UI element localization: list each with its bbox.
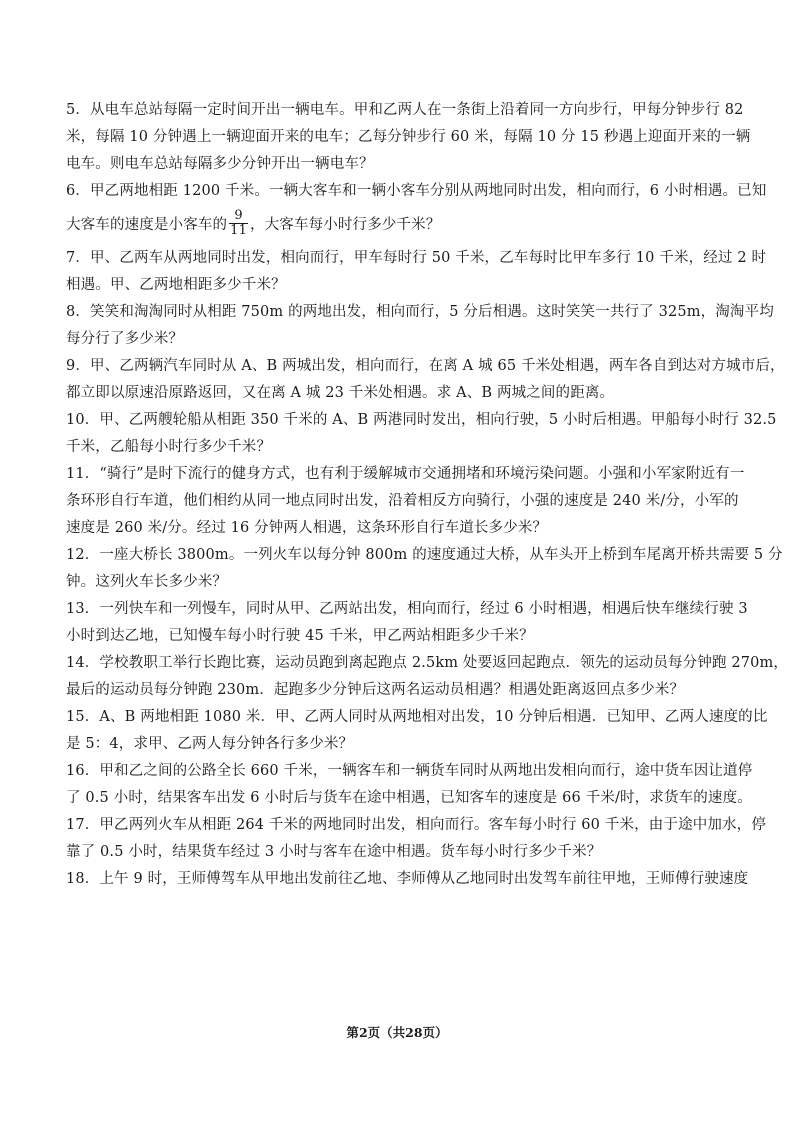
question-number: 17． [66,817,100,833]
question-number: 7． [66,250,91,266]
question-line: 13．一列快车和一列慢车，同时从甲、乙两站出发，相向而行，经过 6 小时相遇，相遇后快车继续行驶 3 [66,601,748,617]
question-line: 11．“骑行”是时下流行的健身方式，也有利于缓解城市交通拥堵和环境污染问题。小强和小军家附近有一 [66,466,745,482]
question-17 [66,812,766,866]
question-18 [66,866,749,893]
question-line: 15．A、B 两地相距 1080 米．甲、乙两人同时从两地相对出发，10 分钟后相遇．已知甲、乙两人速度的比 [66,709,768,725]
question-line: 相遇。甲、乙两地相距多少千米？ [66,277,286,293]
question-line: 最后的运动员每分钟跑 230m．起跑多少分钟后这两名运动员相遇？相遇处距离返回点多少米？ [66,682,685,698]
question-11 [66,461,745,542]
question-line: 18．上午 9 时，王师傅驾车从甲地出发前往乙地、李师傅从乙地同时出发驾车前往甲地，王师傅行驶速度 [66,871,749,887]
question-number: 16． [66,763,100,779]
question-line: 12．一座大桥长 3800m。一列火车以每分钟 800m 的速度通过大桥，从车头开上桥到车尾离开桥共需要 5 分 [66,547,783,563]
question-10 [66,407,777,461]
question-number: 9． [66,358,91,374]
page-footer: 第2页（共28页） [346,1025,448,1040]
question-line: 米，每隔 10 分钟遇上一辆迎面开来的电车；乙每分钟步行 60 米，每隔 10 分 15 秒遇上迎面开来的一辆 [66,129,751,145]
question-16 [66,758,753,812]
question-number: 5． [66,102,91,118]
question-14 [66,650,789,704]
question-line: 10．甲、乙两艘轮船从相距 350 千米的 A、B 两港同时发出，相向行驶，5 小时后相遇。甲船每小时行 32.5 [66,412,777,428]
question-8 [66,299,774,353]
question-number: 18． [66,871,100,887]
fraction-numerator: 9 [229,209,248,224]
question-5 [66,97,751,178]
question-line: 5．从电车总站每隔一定时间开出一辆电车。甲和乙两人在一条街上沿着同一方向步行，甲每分钟步行 82 [66,102,744,118]
question-line: 小时到达乙地，已知慢车每小时行驶 45 千米，甲乙两站相距多少千米？ [66,628,534,644]
question-line: 9．甲、乙两辆汽车同时从 A、B 两城出发，相向而行，在离 A 城 65 千米处相遇，两车各自到达对方城市后， [66,358,785,374]
question-number: 13． [66,601,100,617]
question-line: 7．甲、乙两车从两地同时出发，相向而行，甲车每时行 50 千米，乙车每时比甲车多行 10 千米，经过 2 时 [66,250,767,266]
question-line: 千米，乙船每小时行多少千米？ [66,439,272,455]
question-line: 钟。这列火车长多少米？ [66,574,228,590]
question-line: 速度是 260 米/分。经过 16 分钟两人相遇，这条环形自行车道长多少米？ [66,520,548,536]
question-line: 条环形自行车道，他们相约从同一地点同时出发，沿着相反方向骑行，小强的速度是 240 米/分，小军的 [66,493,739,509]
question-15 [66,704,768,758]
question-line: 了 0.5 小时，结果客车出发 6 小时后与货车在途中相遇，已知客车的速度是 66 千米/时，求货车的速度。 [66,790,752,806]
question-line: 16．甲和乙之间的公路全长 660 千米，一辆客车和一辆货车同时从两地出发相向而行，途中货车因让道停 [66,763,753,779]
question-line: 6．甲乙两地相距 1200 千米。一辆大客车和一辆小客车分别从两地同时出发，相向而行，6 小时相遇。已知 [66,183,767,199]
question-number: 6． [66,183,91,199]
question-7 [66,245,767,299]
question-line: 8．笑笑和淘淘同时从相距 750m 的两地出发，相向而行，5 分后相遇。这时笑笑一共行了 325m，淘淘平均 [66,304,774,320]
question-number: 14． [66,655,100,671]
question-number: 11． [66,466,100,482]
question-6 [66,178,767,245]
question-number: 12． [66,547,100,563]
question-line: 靠了 0.5 小时，结果货车经过 3 小时与客车在途中相遇。货车每小时行多少千米？ [66,844,602,860]
question-line: 17．甲乙两列火车从相距 264 千米的两地同时出发，相向而行。客车每小时行 60 千米，由于途中加水，停 [66,817,766,833]
question-line: 电车。则电车总站每隔多少分钟开出一辆电车？ [66,156,374,172]
question-line: 每分行了多少米？ [66,331,184,347]
page-number: 2 [358,1025,368,1040]
question-line: 都立即以原速沿原路返回，又在离 A 城 23 千米处相遇。求 A、B 两城之间的距离。 [66,385,615,401]
question-line: 14．学校教职工举行长跑比赛，运动员跑到离起跑点 2.5km 处要返回起跑点．领先的运动员每分钟跑 270m， [66,655,789,671]
question-number: 10． [66,412,100,428]
page-total: 28 [405,1025,423,1040]
question-number: 15． [66,709,100,725]
fraction-denominator: 11 [230,222,247,238]
question-9 [66,353,785,407]
question-line: 大客车的速度是小客车的 $\frac{9}{11}$ ，大客车每小时行多少千米？ [66,207,441,238]
question-13 [66,596,748,650]
question-list [66,97,789,893]
question-12 [66,542,783,596]
question-line: 是 5：4，求甲、乙两人每分钟各行多少米？ [66,736,354,752]
question-number: 8． [66,304,91,320]
fraction [229,209,248,238]
